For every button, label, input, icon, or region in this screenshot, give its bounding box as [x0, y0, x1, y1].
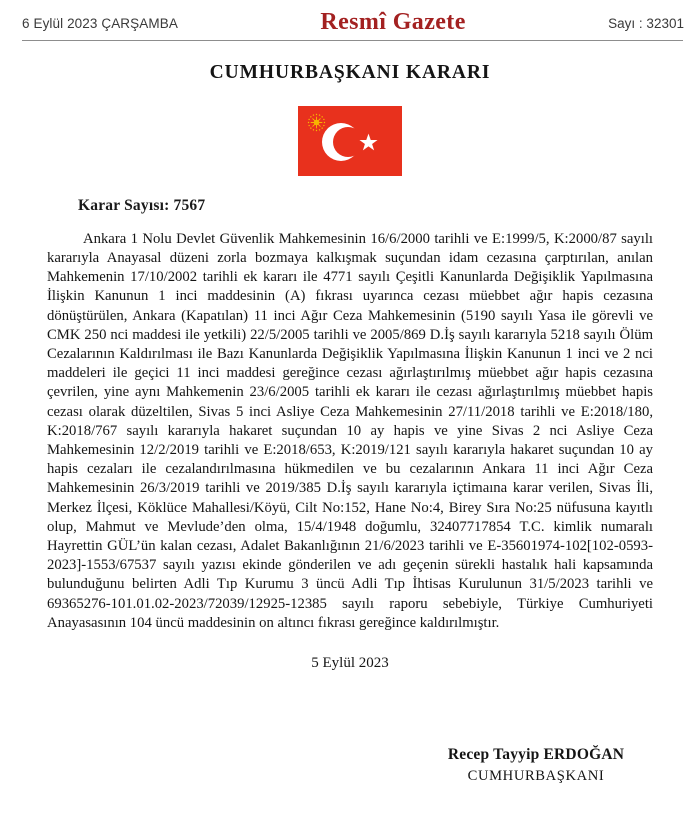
- five-pointed-star-icon: [359, 133, 378, 152]
- signatory-title: CUMHURBAŞKANI: [467, 768, 605, 784]
- gazette-title: Resmî Gazete: [320, 9, 466, 35]
- emblem-container: [0, 106, 700, 176]
- masthead: [0, 0, 700, 33]
- decision-body-text: Ankara 1 Nolu Devlet Güvenlik Mahkemesinin 16/6/2000 tarihli ve E:1999/5, K:2000/87 sayılı kararıyla Anayasal düzeni zorla bozmaya kalkışmak suçundan idam cezasına çarptırılan, anılan Mahkemenin 17/10/2002 tarihli ek kararı ile 4771 sayılı Çeşitli Kanunlarda Değişiklik Yapılmasına İlişkin Kanunun 1 inci maddesinin (A) fıkrası uyarınca cezası müebbet ağır hapis cezasına dönüştürülen, Ankara (Kapatılan) 11 inci Ağır Ceza Mahkemesinin (5190 sayılı Yasa ile görevli ve CMK 250 nci maddesi ile yetkili) 22/5/2005 tarihli ve 2005/869 D.İş sayılı kararıyla 5218 sayılı Ölüm Cezalarının Kaldırılması ile Bazı Kanunlarda Değişiklik Yapılmasına İlişkin Kanunun 1 inci ve 2 nci maddeleri ile geçici 11 inci maddesi gereğince cezası ağırlaştırılmış müebbet ağır hapis cezasına çevrilen, yine aynı Mahkemenin 23/6/2005 tarihli ek kararı ile cezası ağırlaştırılmış müebbet hapis cezası olarak düzeltilen, Sivas 5 inci Asliye Ceza Mahkemesinin 27/11/2018 tarihli ve E:2018/180, K:2018/767 sayılı kararıyla hakaret suçundan 10 ay hapis ve yine Sivas 2 nci Asliye Ceza Mahkemesinin 12/2/2019 tarihli ve E:2018/653, K:2019/121 sayılı kararıyla hakaret suçundan 10 ay hapis cezaları ile cezalandırılmasına hükmedilen ve bu cezalarının Ankara 11 inci Ağır Ceza Mahkemesinin 26/3/2019 tarihli ve 2019/385 D.İş sayılı kararıyla içtimaına karar verilen, Sivas İli, Merkez İlçesi, Köklüce Mahallesi/Köyü, Cilt No:152, Hane No:4, Birey Sıra No:25 nüfusuna kayıtlı olup, Mahmut ve Mevlude’den olma, 15/4/1948 doğumlu, 32407717854 T.C. kimlik numaralı Hayrettin GÜL’ün kalan cezası, Adalet Bakanlığının 21/6/2023 tarihli ve E-35601974-102[102-0593-2023]-1553/67537 sayılı yazısı ekinde gönderilen ve adı geçenin sürekli hastalık hali kapsamında bulunduğunu belirten Adli Tıp Kurumu 3 üncü Adli Tıp İhtisas Kurulunun 31/5/2023 tarihli ve 69365276-101.01.02-2023/72039/12925-12385 sayılı raporu sebebiyle, Türkiye Cumhuriyeti Anayasasının 104 üncü maddesinin on altıncı fıkrası gereğince kaldırılmıştır.: [47, 230, 653, 631]
- signatory-name: Recep Tayyip ERDOĞAN: [447, 746, 625, 763]
- publication-date: 6 Eylül 2023 ÇARŞAMBA: [22, 16, 178, 31]
- presidential-sun-emblem-icon: [306, 112, 327, 133]
- turkish-flag-icon: [298, 106, 402, 176]
- decision-date: 5 Eylül 2023: [311, 654, 389, 671]
- page-title: CUMHURBAŞKANI KARARI: [209, 62, 491, 83]
- issue-number: Sayı : 32301: [608, 16, 684, 31]
- decision-number: Karar Sayısı: 7567: [78, 197, 206, 214]
- masthead-divider: [22, 40, 683, 41]
- body-container: [47, 230, 653, 633]
- signature-block: [406, 746, 666, 785]
